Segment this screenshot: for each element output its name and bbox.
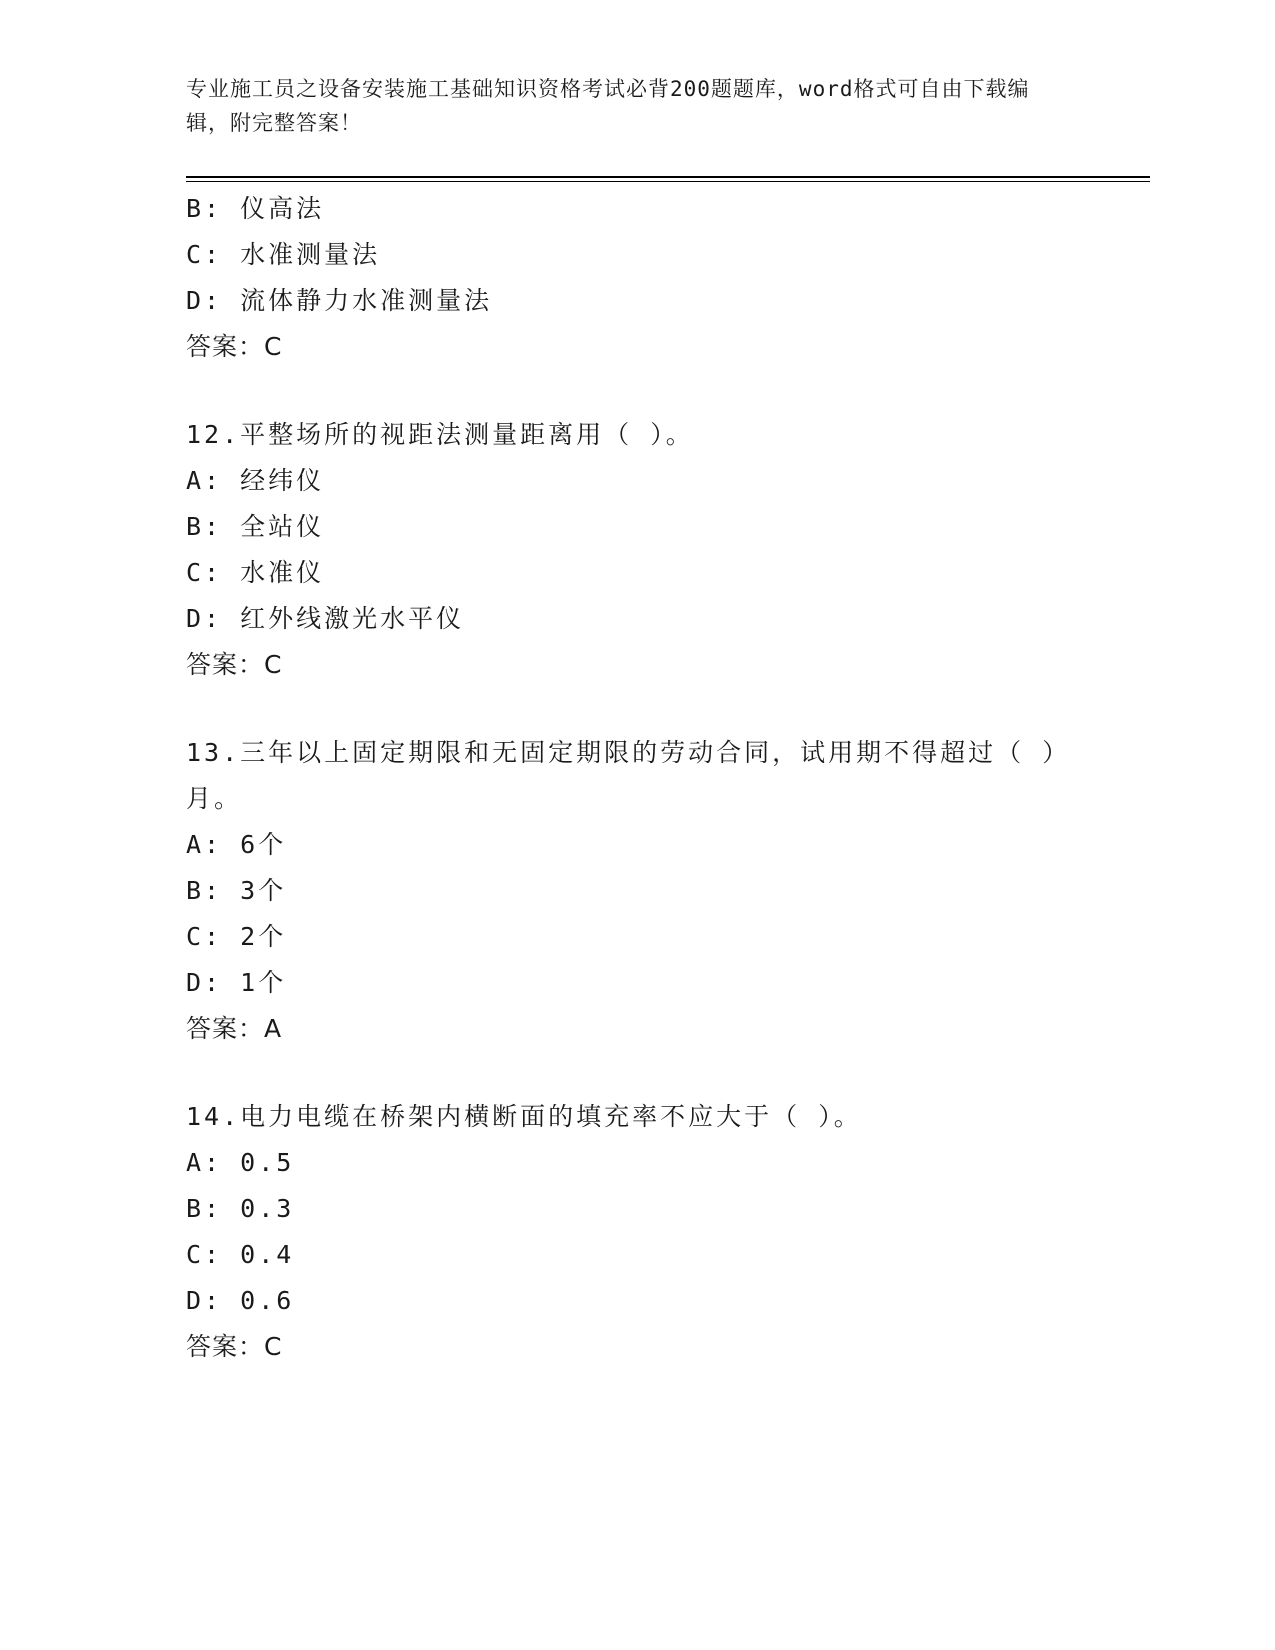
answer-option: C: 水准仪 [186,558,325,587]
answer-option: B: 全站仪 [186,512,325,541]
document-header: 专业施工员之设备安装施工基础知识资格考试必背200题题库，word格式可自由下载编辑，附完整答案！ [186,77,1030,135]
question-spacer [186,370,1066,412]
answer-option: A: 经纬仪 [186,466,325,495]
question-stem: 13.三年以上固定期限和无固定期限的劳动合同，试用期不得超过（ ）月。 [186,738,1058,813]
answer-line: 答案：C [186,650,283,679]
question-stem: 14.电力电缆在桥架内横断面的填充率不应大于（ ）。 [186,1102,862,1131]
answer-option: B: 3个 [186,876,287,905]
answer-option: C: 2个 [186,922,287,951]
answer-line: 答案：A [186,1014,283,1043]
answer-option: B: 0.3 [186,1194,295,1223]
question-list [186,186,1066,1370]
answer-option: D: 红外线激光水平仪 [186,604,465,633]
answer-line: 答案：C [186,332,283,361]
header-divider-thin [186,181,1150,182]
answer-option: A: 0.5 [186,1148,295,1177]
answer-option: C: 0.4 [186,1240,295,1269]
answer-option: D: 流体静力水准测量法 [186,286,493,315]
answer-option: B: 仪高法 [186,194,325,223]
header-divider-thick [186,176,1150,178]
question-stem: 12.平整场所的视距法测量距离用（ ）。 [186,420,694,449]
answer-option: D: 1个 [186,968,287,997]
answer-option: C: 水准测量法 [186,240,381,269]
answer-option: A: 6个 [186,830,287,859]
answer-line: 答案：C [186,1332,283,1361]
answer-option: D: 0.6 [186,1286,295,1315]
question-spacer [186,688,1066,730]
question-spacer [186,1052,1066,1094]
